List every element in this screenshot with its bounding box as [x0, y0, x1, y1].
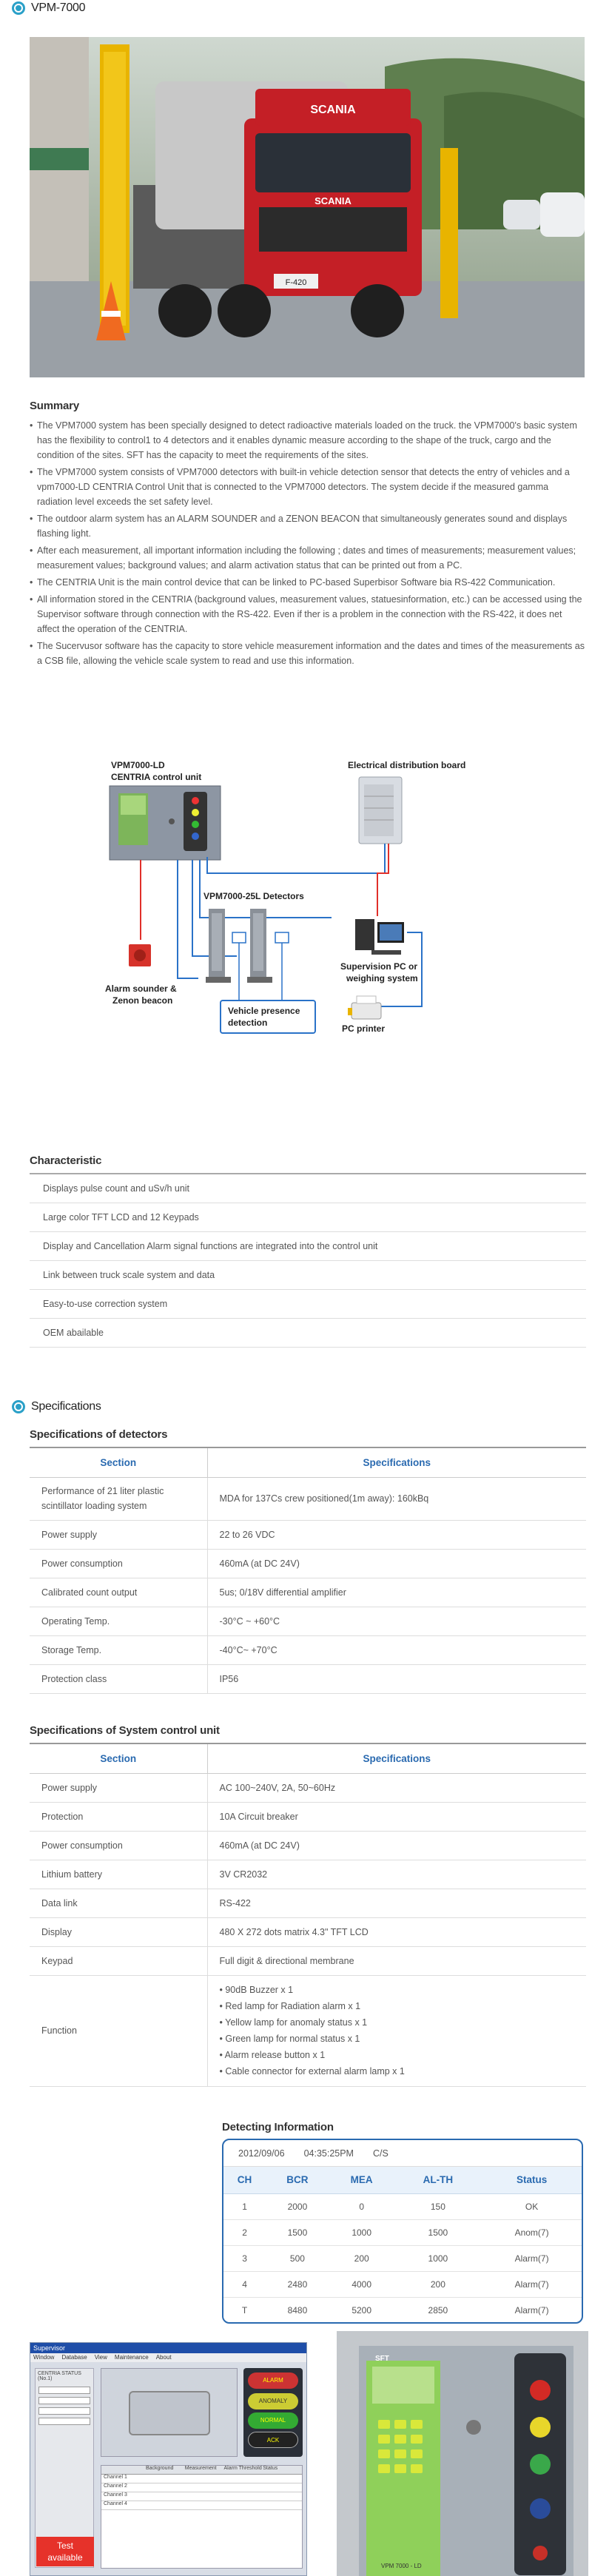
system-spec — [30, 1724, 586, 2087]
window-title: Supervisor — [33, 2344, 66, 2352]
menu-bar — [30, 2353, 306, 2362]
cell: OK — [482, 2193, 582, 2219]
table-row — [223, 2297, 582, 2323]
summary-item: • All information stored in the CENTRIA (background values, measurement values, statuesinformation, etc.) can be accessed using the Supervisor software through connection with the RS-422. Even if ther is a problem in the connection with the RS-422, it does net affect the operation of the CENTRIA. — [30, 592, 586, 636]
col-mea: MEA — [329, 2167, 394, 2193]
col-section: Section — [30, 1447, 207, 1477]
system-spec-heading: Specifications of System control unit — [30, 1724, 220, 1737]
detectors-label: VPM7000-25L Detectors — [204, 891, 304, 901]
cell-spec: -40°C~ +70°C — [207, 1635, 586, 1664]
table-row — [223, 2219, 582, 2245]
grid-row: Channel 2 — [101, 2483, 302, 2492]
menu-maintenance[interactable]: Maintenance — [114, 2354, 149, 2361]
summary-item: • The Sucervusor software has the capacity to store vehicle measurement information and the dates and times of the measurements as a CSB file, allowing the vehicle scale system to read and use this information. — [30, 639, 586, 668]
distribution-label: Electrical distribution board — [348, 760, 466, 770]
summary-heading: Summary — [30, 400, 79, 412]
col-bcr: BCR — [266, 2167, 329, 2193]
detecting-panel — [222, 2139, 583, 2324]
detectors-spec-heading: Specifications of detectors — [30, 1428, 168, 1441]
cell: 150 — [394, 2193, 482, 2219]
characteristic-item: Displays pulse count and uSv/h unit — [30, 1174, 586, 1203]
col-spec: Specifications — [207, 1447, 586, 1477]
function-item: • Cable connector for external alarm lamp x 1 — [219, 2066, 405, 2076]
table-row — [30, 1607, 586, 1635]
field[interactable] — [38, 2407, 90, 2415]
grid-header — [101, 2466, 302, 2475]
grid-row: Channel 3 — [101, 2492, 302, 2501]
table-row — [30, 1549, 586, 1578]
cell: 4 — [223, 2271, 266, 2297]
function-item-text: Red lamp for Radiation alarm x 1 — [225, 2001, 361, 2011]
alarm-beacon-icon — [129, 944, 151, 966]
table-row — [30, 1975, 586, 2086]
grid-col: Alarm Threshold — [223, 2466, 262, 2471]
cell-section: Lithium battery — [30, 1860, 207, 1889]
table-row — [30, 1889, 586, 1917]
cell: 0 — [329, 2193, 394, 2219]
table-row — [30, 1773, 586, 1802]
status-title: CENTRIA STATUS (No.1) — [38, 2371, 81, 2381]
col-alth: AL-TH — [394, 2167, 482, 2193]
specifications-title: Specifications — [31, 1400, 101, 1413]
detect-time: 04:35:25PM — [303, 2148, 354, 2159]
cell-spec: MDA for 137Cs crew positioned(1m away): 160kBq — [207, 1477, 586, 1520]
cell: 500 — [266, 2245, 329, 2271]
page-title: VPM-7000 — [31, 1, 86, 14]
alarm-button[interactable]: ALARM — [248, 2372, 298, 2389]
table-row — [30, 1917, 586, 1946]
cell: 200 — [329, 2245, 394, 2271]
ack-button[interactable]: ACK — [248, 2432, 298, 2448]
menu-view[interactable]: View — [94, 2354, 107, 2361]
cell-section: Power supply — [30, 1773, 207, 1802]
field[interactable] — [38, 2418, 90, 2425]
detectors-spec — [30, 1428, 586, 1694]
characteristic-item: Large color TFT LCD and 12 Keypads — [30, 1203, 586, 1232]
available-label: available — [47, 2552, 83, 2563]
function-item: • Alarm release button x 1 — [219, 2050, 326, 2060]
control-unit-photo — [337, 2331, 588, 2576]
detectors-spec-table — [30, 1447, 586, 1694]
cell-section: Power consumption — [30, 1549, 207, 1578]
vehicle-label-2: detection — [228, 1018, 268, 1028]
cell: Anom(7) — [482, 2219, 582, 2245]
cell-section: Power consumption — [30, 1831, 207, 1860]
vehicle-label: Vehicle presence — [228, 1006, 300, 1016]
characteristic-item: Display and Cancellation Alarm signal functions are integrated into the control unit — [30, 1232, 586, 1261]
cell: 1500 — [394, 2219, 482, 2245]
field[interactable] — [38, 2387, 90, 2394]
system-diagram — [96, 747, 511, 1117]
function-item-text: Green lamp for normal status x 1 — [225, 2034, 360, 2044]
cell-section: Calibrated count output — [30, 1578, 207, 1607]
table-row — [30, 1831, 586, 1860]
cell: 1500 — [266, 2219, 329, 2245]
cell: 200 — [394, 2271, 482, 2297]
display-panel — [101, 2368, 238, 2457]
cell-section: Storage Temp. — [30, 1635, 207, 1664]
table-row — [30, 1664, 586, 1693]
summary-item: • The CENTRIA Unit is the main control device that can be linked to PC-based Superbisor Software bia RS-422 Communication. — [30, 575, 586, 590]
grid-col: Status — [263, 2466, 278, 2471]
table-row — [223, 2245, 582, 2271]
distribution-board-illustration — [359, 777, 402, 844]
characteristic-item: Easy-to-use correction system — [30, 1290, 586, 1319]
cell: 1 — [223, 2193, 266, 2219]
plate-text: F-420 — [285, 278, 307, 287]
cell-spec: 10A Circuit breaker — [207, 1802, 586, 1831]
control-unit-illustration — [110, 786, 221, 860]
col-section: Section — [30, 1743, 207, 1773]
table-row — [30, 1477, 586, 1520]
test-available-badge — [36, 2537, 94, 2566]
cell-spec: 22 to 26 VDC — [207, 1520, 586, 1549]
cell: 5200 — [329, 2297, 394, 2323]
col-ch: CH — [223, 2167, 266, 2193]
supervision-pc-icon — [355, 919, 404, 955]
cell-spec: 460mA (at DC 24V) — [207, 1831, 586, 1860]
detecting-table — [223, 2167, 582, 2324]
truck-photo — [30, 37, 585, 377]
characteristic-heading: Characteristic — [30, 1154, 102, 1167]
cell-section: Power supply — [30, 1520, 207, 1549]
function-item-text: Cable connector for external alarm lamp x 1 — [225, 2066, 405, 2076]
cell: 2000 — [266, 2193, 329, 2219]
function-item: • 90dB Buzzer x 1 — [219, 1985, 294, 1995]
summary-item: • After each measurement, all important information including the following ; dates and times of measurements; measurement values; measurement values; background values; and alarm activation status that can be printed out from a PC. — [30, 543, 586, 573]
cell-section: Operating Temp. — [30, 1607, 207, 1635]
grid-col: Measurement — [184, 2466, 217, 2471]
table-row — [30, 1802, 586, 1831]
table-row — [30, 1946, 586, 1975]
cell-section: Function — [30, 1975, 207, 2086]
cell: 4000 — [329, 2271, 394, 2297]
field[interactable] — [38, 2397, 90, 2404]
function-item: • Red lamp for Radiation alarm x 1 — [219, 2001, 361, 2011]
summary-item: • The VPM7000 system has been specially designed to detect radioactive materials loaded on the truck. the VPM7000's basic system has the flexibility to control1 to 4 detectors and it enables dynamic measure according to the shape of the truck, cargo and the condition of the sites. SFT has the capacity to meet the requirements of the sites. — [30, 418, 586, 463]
grid-row: Channel 1 — [101, 2475, 302, 2483]
table-row — [30, 1520, 586, 1549]
cell: 1000 — [329, 2219, 394, 2245]
cell-spec: AC 100~240V, 2A, 50~60Hz — [207, 1773, 586, 1802]
alarm-label: Alarm sounder & — [105, 983, 177, 994]
cell-spec: Full digit & directional membrane — [207, 1946, 586, 1975]
menu-about[interactable]: About — [155, 2354, 172, 2361]
cab-brand: SCANIA — [310, 104, 356, 116]
summary-item: • The outdoor alarm system has an ALARM SOUNDER and a ZENON BEACON that simultaneously generates sound and displays flashing light. — [30, 511, 586, 541]
window-titlebar — [30, 2343, 306, 2353]
specifications-header — [0, 1399, 113, 1415]
test-label: Test — [56, 2540, 73, 2551]
summary-item: • The VPM7000 system consists of VPM7000 detectors with built-in vehicle detection sensor that detects the entry of vehicles and a vpm7000-LD CENTRIA Control Unit that is connected to the VPM7000 detectors. The system decide if the measured gamma radiation level exceeds the set safety level. — [30, 465, 586, 509]
cell-spec: RS-422 — [207, 1889, 586, 1917]
characteristic-section — [30, 1154, 586, 1348]
cell: 3 — [223, 2245, 266, 2271]
menu-window[interactable]: Window — [33, 2354, 55, 2361]
section-bullet-icon — [12, 1400, 25, 1413]
table-row — [223, 2193, 582, 2219]
system-spec-table — [30, 1743, 586, 2087]
device-brand: SFT — [375, 2355, 389, 2363]
control-unit-label: VPM7000-LD — [111, 760, 165, 770]
cell: Alarm(7) — [482, 2271, 582, 2297]
function-list-cell — [207, 1975, 586, 2086]
normal-button[interactable]: NORMAL — [248, 2412, 298, 2429]
printer-label: PC printer — [342, 1023, 386, 1034]
grille-brand: SCANIA — [314, 195, 352, 206]
detect-unit: C/S — [372, 2148, 388, 2159]
detecting-heading: Detecting Information — [222, 2121, 334, 2133]
cell-spec: -30°C ~ +60°C — [207, 1607, 586, 1635]
supervisor-software-screenshot — [30, 2342, 307, 2576]
pc-label: Supervision PC or — [340, 961, 418, 972]
cell: Alarm(7) — [482, 2297, 582, 2323]
cell-spec: 3V CR2032 — [207, 1860, 586, 1889]
cell: Alarm(7) — [482, 2245, 582, 2271]
characteristic-list — [30, 1173, 586, 1348]
function-item: • Yellow lamp for anomaly status x 1 — [219, 2017, 368, 2028]
gauge-view — [129, 2391, 210, 2435]
cell-spec: 5us; 0/18V differential amplifier — [207, 1578, 586, 1607]
cell-section: Display — [30, 1917, 207, 1946]
cell: 2850 — [394, 2297, 482, 2323]
function-item-text: Alarm release button x 1 — [224, 2050, 326, 2060]
table-row — [30, 1578, 586, 1607]
cell-section: Keypad — [30, 1946, 207, 1975]
summary-list — [30, 418, 586, 668]
pc-label-2: weighing system — [346, 973, 418, 983]
summary-section — [30, 400, 586, 670]
characteristic-item: OEM abailable — [30, 1319, 586, 1348]
cell-section: Protection class — [30, 1664, 207, 1693]
function-item: • Green lamp for normal status x 1 — [219, 2034, 360, 2044]
detecting-info-bar — [223, 2140, 582, 2167]
table-row — [30, 1860, 586, 1889]
cell: T — [223, 2297, 266, 2323]
cell-spec: 460mA (at DC 24V) — [207, 1549, 586, 1578]
grid-col: Background — [146, 2466, 174, 2471]
control-unit-label-2: CENTRIA control unit — [111, 772, 202, 782]
page-header — [0, 0, 97, 16]
table-row — [223, 2271, 582, 2297]
col-spec: Specifications — [207, 1743, 586, 1773]
printer-icon — [348, 996, 381, 1019]
cell: 1000 — [394, 2245, 482, 2271]
status-buttons-panel — [243, 2368, 303, 2457]
characteristic-item: Link between truck scale system and data — [30, 1261, 586, 1290]
anomaly-button[interactable]: ANOMALY — [248, 2393, 298, 2409]
function-item-text: Yellow lamp for anomaly status x 1 — [225, 2017, 368, 2028]
device-model: VPM 7000 - LD — [381, 2563, 422, 2569]
menu-database[interactable]: Database — [61, 2354, 87, 2361]
cell-spec: 480 X 272 dots matrix 4.3" TFT LCD — [207, 1917, 586, 1946]
cell: 2480 — [266, 2271, 329, 2297]
cell: 2 — [223, 2219, 266, 2245]
cell: 8480 — [266, 2297, 329, 2323]
grid-row: Channel 4 — [101, 2501, 302, 2510]
channel-grid — [101, 2465, 303, 2569]
section-bullet-icon — [12, 1, 25, 15]
detect-date: 2012/09/06 — [238, 2148, 285, 2159]
cell-section: Data link — [30, 1889, 207, 1917]
col-status: Status — [482, 2167, 582, 2193]
function-item-text: 90dB Buzzer x 1 — [225, 1985, 294, 1995]
cell-section: Performance of 21 liter plastic scintillator loading system — [30, 1477, 207, 1520]
alarm-label-2: Zenon beacon — [112, 995, 173, 1006]
table-row — [30, 1635, 586, 1664]
cell-section: Protection — [30, 1802, 207, 1831]
cell-spec: IP56 — [207, 1664, 586, 1693]
